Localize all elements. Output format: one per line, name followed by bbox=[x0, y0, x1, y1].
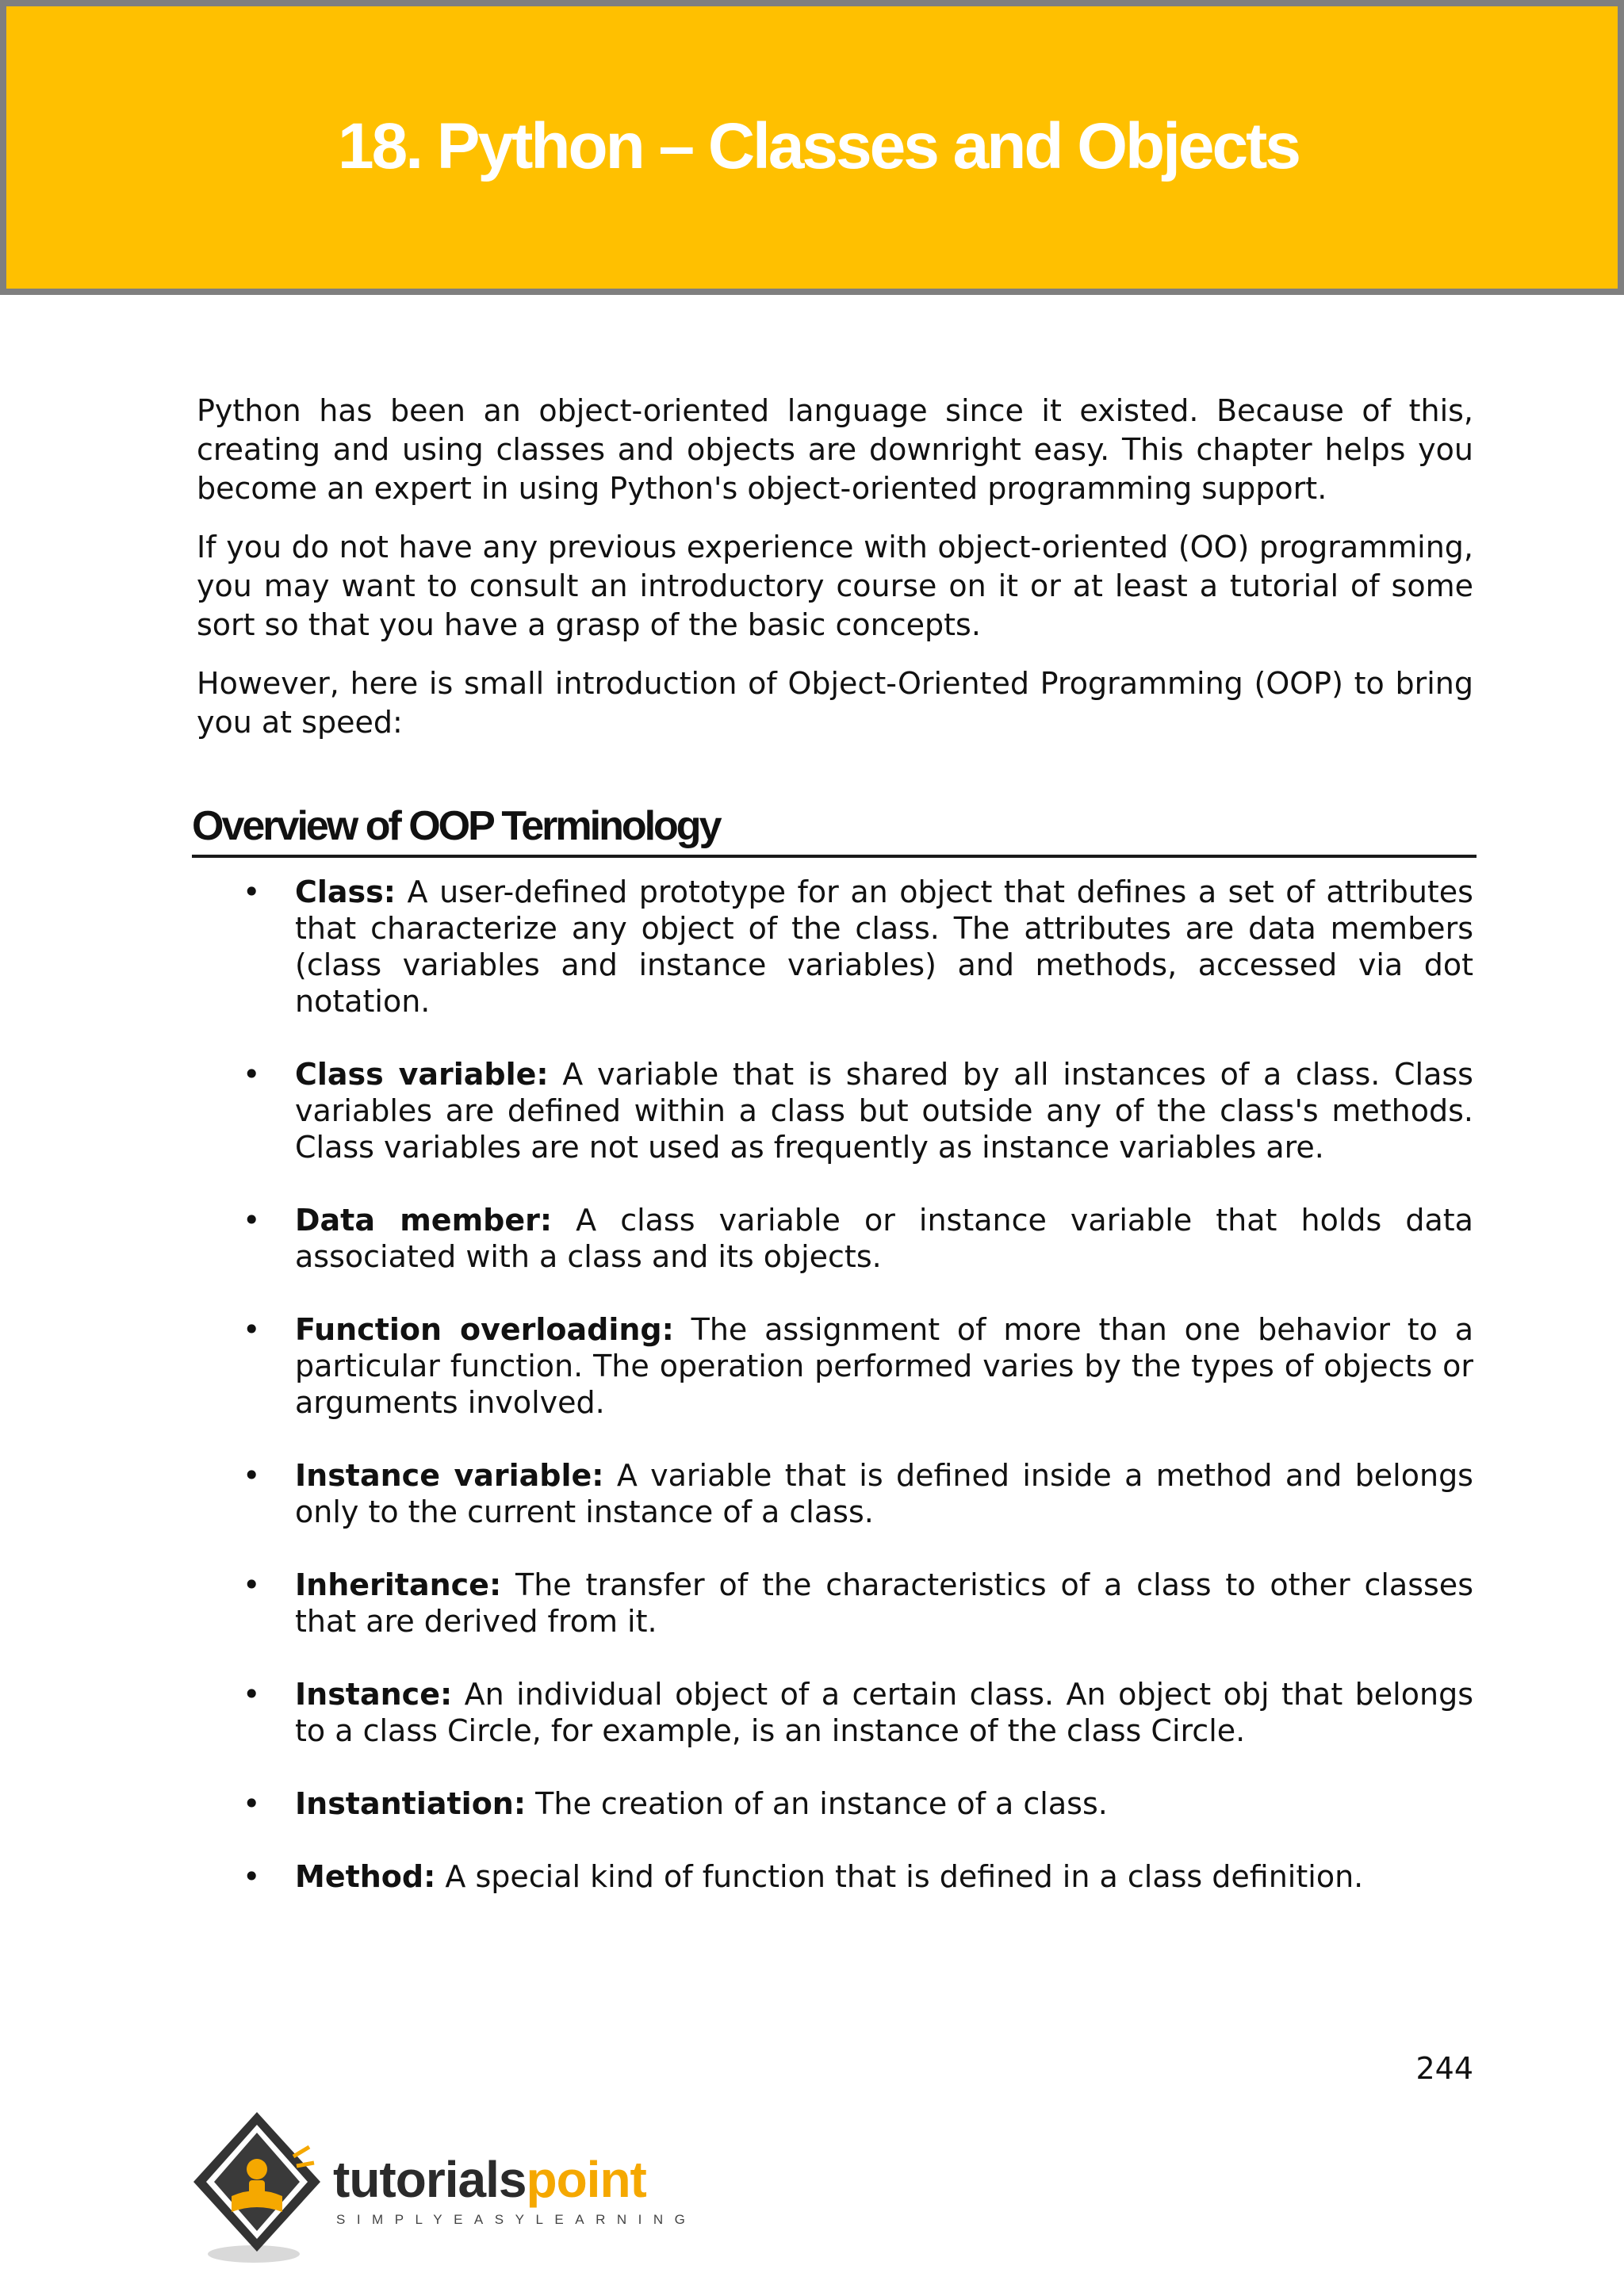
term-name: Instance variable: bbox=[295, 1458, 604, 1493]
tutorialspoint-logo bbox=[190, 2109, 697, 2267]
term-class bbox=[197, 874, 1473, 1020]
bullet-icon: • bbox=[243, 1567, 261, 1602]
term-name: Method: bbox=[295, 1859, 436, 1894]
terminology-list bbox=[197, 874, 1473, 1895]
intro-paragraph: However, here is small introduction of Object-Oriented Programming (OOP) to bring you at speed: bbox=[197, 666, 1473, 740]
bullet-icon: • bbox=[243, 1458, 261, 1493]
chapter-banner bbox=[0, 0, 1624, 295]
term-definition: A special kind of function that is defined in a class definition. bbox=[445, 1859, 1364, 1894]
term-function-overloading bbox=[197, 1311, 1473, 1421]
logo-word-tutorials: tutorials bbox=[333, 2151, 527, 2208]
section-heading: Overview of OOP Terminology bbox=[192, 801, 1477, 858]
page-number: 244 bbox=[1415, 2051, 1473, 2086]
term-name: Instance: bbox=[295, 1677, 453, 1712]
tutorialspoint-logo-icon bbox=[190, 2109, 333, 2267]
term-definition: The transfer of the characteristics of a class to other classes that are derived from it. bbox=[295, 1567, 1473, 1639]
term-name: Class variable: bbox=[295, 1057, 549, 1092]
term-definition: The creation of an instance of a class. bbox=[535, 1786, 1108, 1821]
term-data-member bbox=[197, 1202, 1473, 1275]
term-instance bbox=[197, 1676, 1473, 1749]
bullet-icon: • bbox=[243, 1786, 261, 1821]
term-definition: The assignment of more than one behavior to a particular function. The operation performed varies by the types of objects or arguments involved. bbox=[295, 1312, 1473, 1420]
term-name: Function overloading: bbox=[295, 1312, 674, 1347]
logo-wordmark bbox=[333, 2152, 646, 2207]
term-name: Class: bbox=[295, 874, 396, 909]
intro-paragraph: If you do not have any previous experience with object-oriented (OO) programming, you may want to consult an introductory course on it or at least a tutorial of some sort so that you have a grasp of the basic concepts. bbox=[197, 530, 1473, 642]
page-content bbox=[192, 392, 1473, 1931]
term-inheritance bbox=[197, 1567, 1473, 1640]
term-definition: A variable that is shared by all instances of a class. Class variables are defined within a class but outside any of the class's methods. Class variables are not used as frequently as instance variables are. bbox=[295, 1057, 1473, 1165]
bullet-icon: • bbox=[243, 1859, 261, 1894]
term-definition: A class variable or instance variable that holds data associated with a class and its objects. bbox=[295, 1203, 1473, 1274]
term-method bbox=[197, 1858, 1473, 1895]
bullet-icon: • bbox=[243, 874, 261, 909]
logo-word-point: point bbox=[526, 2151, 646, 2208]
bullet-icon: • bbox=[243, 1677, 261, 1712]
logo-tagline: SIMPLYEASYLEARNING bbox=[336, 2212, 697, 2227]
term-name: Data member: bbox=[295, 1203, 553, 1238]
bullet-icon: • bbox=[243, 1312, 261, 1347]
intro-paragraph: Python has been an object-oriented language since it existed. Because of this, creating and using classes and objects are downright easy. This chapter helps you become an expert in using Python's object-oriented programming support. bbox=[197, 393, 1473, 506]
bullet-icon: • bbox=[243, 1203, 261, 1238]
term-definition: An individual object of a certain class. An object obj that belongs to a class Circle, for example, is an instance of the class Circle. bbox=[295, 1677, 1473, 1748]
bullet-icon: • bbox=[243, 1057, 261, 1092]
term-instantiation bbox=[197, 1785, 1473, 1822]
term-instance-variable bbox=[197, 1457, 1473, 1530]
term-definition: A variable that is defined inside a method and belongs only to the current instance of a class. bbox=[295, 1458, 1473, 1529]
term-name: Instantiation: bbox=[295, 1786, 527, 1821]
term-definition: A user-defined prototype for an object that defines a set of attributes that characterize any object of the class. The attributes are data members (class variables and instance variables) and methods, accessed via dot notation. bbox=[295, 874, 1473, 1019]
term-class-variable bbox=[197, 1056, 1473, 1165]
chapter-title: 18. Python – Classes and Objects bbox=[338, 110, 1299, 182]
term-name: Inheritance: bbox=[295, 1567, 502, 1602]
